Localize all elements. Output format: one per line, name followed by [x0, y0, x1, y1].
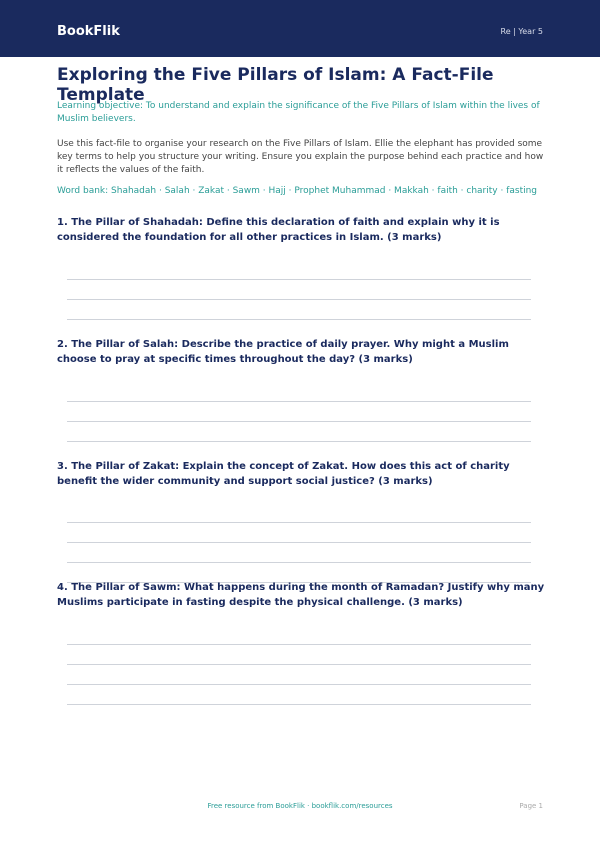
answer-line[interactable] [67, 704, 531, 705]
answer-line[interactable] [67, 684, 531, 685]
page-header [0, 0, 600, 57]
word-bank: Word bank: Shahadah · Salah · Zakat · Sawm · Hajj · Prophet Muhammad · Makkah · faith · charity · fasting [57, 186, 538, 196]
answer-line[interactable] [67, 401, 531, 402]
question-2: 2. The Pillar of Salah: Describe the practice of daily prayer. Why might a Muslim choose to pray at specific times throughout the day? (3 marks) [57, 339, 509, 365]
answer-line[interactable] [67, 644, 531, 645]
learning-objective: Learning objective: To understand and explain the significance of the Five Pillars of Islam within the lives of Muslim believers. [57, 101, 540, 124]
question-3: 3. The Pillar of Zakat: Explain the concept of Zakat. How does this act of charity benefit the wider community and support social justice? (3 marks) [57, 461, 510, 487]
page-title: Exploring the Five Pillars of Islam: A Fact-File Template [57, 65, 494, 105]
answer-line[interactable] [67, 542, 531, 543]
answer-line[interactable] [67, 562, 531, 563]
footer-link-text: Free resource from BookFlik · bookflik.com/resources [207, 802, 393, 810]
question-4: 4. The Pillar of Sawm: What happens during the month of Ramadan? Justify why many Muslims participate in fasting despite the physical challenge. (3 marks) [57, 582, 545, 608]
brand-logo: BookFlik [57, 24, 120, 39]
answer-line[interactable] [67, 421, 531, 422]
answer-line[interactable] [67, 279, 531, 280]
answer-line[interactable] [67, 441, 531, 442]
subject-year-label: Re | Year 5 [500, 27, 543, 36]
answer-line[interactable] [67, 319, 531, 320]
answer-line[interactable] [67, 664, 531, 665]
page-number: Page 1 [519, 802, 543, 810]
answer-line[interactable] [67, 299, 531, 300]
intro-text: Use this fact-file to organise your research on the Five Pillars of Islam. Ellie the elephant has provided some key terms to help you structure your writing. Ensure you explain the purpose behind each practice and how it reflects the values of the faith. [57, 139, 544, 175]
answer-line[interactable] [67, 522, 531, 523]
question-1: 1. The Pillar of Shahadah: Define this declaration of faith and explain why it is considered the foundation for all other practices in Islam. (3 marks) [57, 217, 500, 243]
